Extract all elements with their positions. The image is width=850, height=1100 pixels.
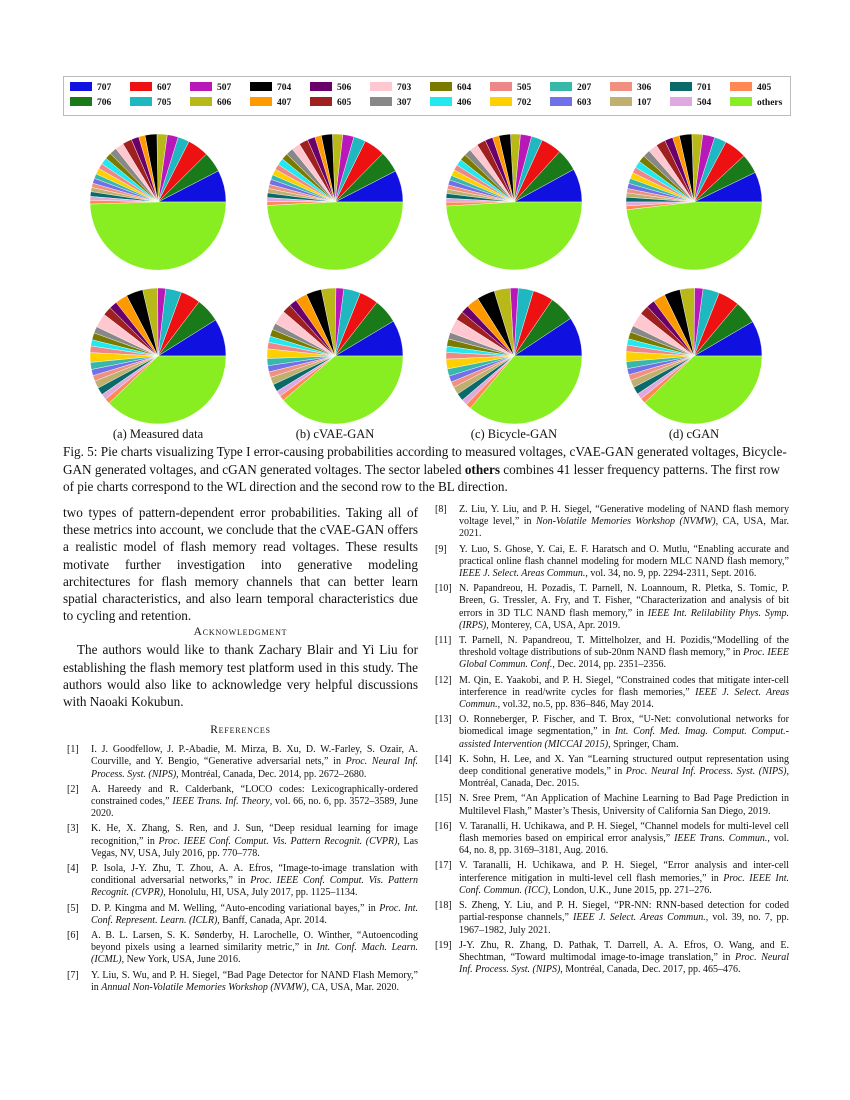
left-column [63,504,418,997]
pie-slice-others [90,202,226,270]
pie-chart-2 [267,134,403,270]
references-heading: References [210,724,271,737]
reference-text: Y. Liu, S. Wu, and P. H. Siegel, “Bad Page Detector for NAND Flash Memory,” in [91,969,418,993]
legend-label: 702 [517,98,532,108]
pie-chart-6 [267,288,403,424]
reference-item [431,675,789,712]
reference-item [63,863,418,900]
legend-label: 405 [757,83,772,93]
reference-number: [10] [435,583,452,595]
reference-details: , Dec. 2014, pp. 2351–2356. [552,659,666,671]
reference-details: , Honolulu, HI, USA, July 2017, pp. 1125–1134. [163,887,358,899]
legend-label: 406 [457,98,472,108]
pie-chart-7 [446,288,582,424]
reference-item [431,544,789,581]
reference-item [63,744,418,781]
legend-label: 706 [97,98,112,108]
reference-item [63,930,418,967]
legend-label: 306 [637,83,652,93]
reference-venue: IEEE Trans. Commun. [674,833,768,845]
reference-details: , London, U.K., June 2015, pp. 271–276. [547,884,712,896]
body-paragraph: two types of pattern-dependent error probabilities. Taking all of these metrics into account, we conclude that the cVAE-GAN offers a realistic model of flash memory read voltages. These results motivate further investigation into generative modeling architectures for flash memory channels that can better learn spatial characteristics, and also learn temporal characteristics due to cycling and retention. [63,505,418,624]
reference-number: [1] [67,744,79,756]
reference-details: , Springer, Cham. [608,738,679,750]
caption-text: Fig. 5: Pie charts visualizing Type I error-causing probabilities according to measured voltages, cVAE-GAN generated voltages, Bicycle-GAN generated voltages, and cGAN generated voltages. The sector labeled [63,444,787,477]
reference-text: N. Sree Prem, “An Application of Machine Learning to Bad Page Prediction in Multilevel Flash,” Master’s Thesis, University of California San Diego, 2019. [459,793,789,817]
reference-details: , CA, USA, Mar. 2021. [459,516,789,540]
reference-item [63,970,418,994]
reference-number: [17] [435,860,452,872]
reference-text: A. Hareedy and R. Calderbank, “LOCO codes: Lexicographically-ordered constrained codes,” [91,783,418,808]
reference-item [431,793,789,817]
reference-text: P. Isola, J-Y. Zhu, T. Zhou, A. A. Efros, “Image-to-image translation with conditional adversarial networks,” in [91,863,418,887]
caption-bold-term: others [464,461,500,477]
legend-label: 107 [637,98,652,108]
reference-details: , Las Vegas, NV, USA, July 2016, pp. 770–778. [91,835,418,859]
references-list-right [431,504,789,976]
reference-venue: IEEE J. Select. Areas Commun. [572,912,706,924]
reference-text: Y. Luo, S. Ghose, Y. Cai, E. F. Haratsch and O. Mutlu, “Enabling accurate and practical online flash channel modeling for modern MLC NAND flash memory,” [459,543,789,567]
legend-label: 607 [157,83,172,93]
figure-caption [63,443,789,496]
reference-venue: Annual Non-Volatile Memories Workshop (NVMW) [101,981,307,993]
legend-label: 705 [157,98,172,108]
reference-item [431,940,789,977]
reference-details: , vol. 34, no. 9, pp. 2294-2311, Sept. 2016. [585,568,757,580]
legend-label: 504 [697,98,712,108]
reference-text: N. Papandreou, H. Pozadis, T. Parnell, N. Loannoum, R. Pletka, S. Tomic, P. Breen, G. Tressler, A. Fry, and T. Fisher, “Characterization and analysis of bit errors in 3D TLC NAND flash memory,” in [459,583,789,619]
reference-number: [6] [67,930,79,942]
reference-item [63,903,418,927]
reference-number: [11] [435,635,452,647]
reference-text: K. Sohn, H. Lee, and X. Yan “Learning structured output representation using deep conditional generative models,” in [459,753,789,778]
legend-label: 407 [277,98,292,108]
reference-venue: IEEE J. Select. Areas Commun. [459,686,789,711]
subcaption-a: (a) Measured data [112,427,204,441]
pie-chart-8 [626,288,762,424]
reference-text: M. Qin, E. Yaakobi, and P. H. Siegel, “Constrained codes that mitigate inter-cell interference in read/write cycles for flash memories,” [459,674,789,698]
reference-item [431,900,789,937]
reference-item [63,823,418,860]
acknowledgment-heading: Acknowledgment [193,626,288,639]
reference-venue: Proc. Neural Inf. Process. Syst. (NIPS) [459,951,789,976]
legend-label: 507 [217,83,232,93]
legend-label: 703 [397,83,412,93]
reference-number: [13] [435,714,452,726]
legend-label: 606 [217,98,232,108]
reference-item [431,635,789,672]
references-list-left [63,744,418,994]
pie-chart-1 [90,134,226,270]
legend-label: 605 [337,98,352,108]
legend-label: 207 [577,83,592,93]
reference-number: [8] [435,504,447,515]
reference-number: [5] [67,902,79,914]
reference-venue: IEEE Trans. Inf. Theory [172,796,270,808]
pie-chart-4 [626,134,762,270]
reference-details: , vol. 39, no. 7, pp. 1967–1982, July 2021. [459,912,789,936]
legend-label: 505 [517,83,532,93]
reference-text: V. Taranalli, H. Uchikawa, and P. H. Siegel, “Error analysis and inter-cell interference mitigation in multi-level cell flash memories,” in [459,860,789,884]
reference-number: [12] [435,674,452,686]
reference-item [431,714,789,751]
reference-venue: Proc. IEEE Conf. Comput. Vis. Pattern Recognit. (CVPR) [158,835,398,847]
reference-details: , vol.32, no.5, pp. 836–846, May 2014. [497,699,654,711]
reference-details: , vol. 64, no. 8, pp. 3169–3181, Aug. 2016. [459,833,790,857]
reference-text: V. Taranalli, H. Uchikawa, and P. H. Siegel, “Channel models for multi-level cell flash memories based on empirical error analysis,” [459,820,789,845]
reference-details: , Monterey, CA, USA, Apr. 2019. [486,619,621,631]
reference-number: [15] [435,793,452,805]
reference-details: , Montréal, Canada, Dec. 2014, pp. 2672–2680. [176,768,367,780]
pie-chart-3 [446,134,582,270]
legend-label: others [757,98,783,108]
reference-venue: Proc. Int. Conf. Represent. Learn. (ICLR) [91,902,418,926]
legend-label: 707 [97,83,112,93]
reference-number: [2] [67,783,79,795]
reference-venue: IEEE J. Select. Areas Commun. [459,568,586,580]
reference-text: S. Zheng, Y. Liu, and P. H. Siegel, “PR-NN: RNN-based detection for coded partial-response channels,” [459,900,789,924]
reference-text: K. He, X. Zhang, S. Ren, and J. Sun, “Deep residual learning for image recognition,” in [91,823,418,847]
reference-number: [9] [435,543,447,555]
pie-slice-others [626,202,762,270]
reference-venue: IEEE Int. Relilability Phys. Symp. (IRPS) [459,607,789,631]
reference-text: J-Y. Zhu, R. Zhang, D. Pathak, T. Darrell, A. A. Efros, O. Wang, and E. Shechtman, “Toward multimodal image-to-image translation,” in [459,939,789,963]
reference-venue: Non-Volatile Memories Workshop (NVMW) [535,516,716,528]
reference-details: , Montréal, Canada, Dec. 2015. [459,766,789,790]
reference-text: I. J. Goodfellow, J. P.-Abadie, M. Mirza, B. Xu, D. W.-Farley, S. Ozair, A. Courville, and Y. Bengio, “Generative adversarial nets,” in [91,744,418,768]
reference-text: A. B. L. Larsen, S. K. Sønderby, H. Larochelle, O. Winther, “Autoencoding beyond pixels using a learned similarity metric,” in [91,930,418,954]
reference-number: [3] [67,823,79,835]
reference-number: [18] [435,900,452,912]
caption-text-end: combines 41 lesser frequency patterns. The first row of pie charts correspond to the WL direction and the second row to the BL direction. [63,461,780,494]
legend-label: 506 [337,83,352,93]
reference-venue: Int. Conf. Med. Imag. Comput. Comput.-assisted Intervention (MICCAI 2015) [459,726,789,750]
reference-item [431,821,789,858]
reference-item [63,784,418,821]
reference-details: , CA, USA, Mar. 2020. [306,981,399,993]
reference-number: [16] [435,820,452,832]
subcaption-b: (b) cVAE-GAN [295,427,375,441]
reference-item [431,504,789,541]
acknowledgment-text: The authors would like to thank Zachary Blair and Yi Liu for establishing the flash memory test platform used in this study. The authors would also like to acknowledge very helpful discussions with Naoaki Kokubun. [63,642,418,710]
reference-number: [7] [67,969,79,981]
subcaption-c: (c) Bicycle-GAN [470,427,558,441]
pie-slice-others [446,202,582,270]
legend-label: 603 [577,98,592,108]
reference-venue: Proc. Neural Inf. Process. Syst. (NIPS) [91,756,418,780]
reference-details: , vol. 66, no. 6, pp. 3572–3589, June 2020. [91,796,418,820]
subcaption-d: (d) cGAN [668,427,720,441]
reference-details: , Montréal, Canada, Dec. 2017, pp. 465–476. [560,964,741,976]
reference-details: , New York, USA, June 2016. [121,954,241,966]
reference-venue: Proc. IEEE Global Commun. Conf. [459,647,790,671]
reference-venue: Proc. IEEE Conf. Comput. Vis. Pattern Recognit. (CVPR) [91,875,418,899]
reference-item [431,754,789,791]
legend-label: 604 [457,83,472,93]
reference-item [431,583,789,632]
reference-number: [14] [435,753,452,765]
reference-number: [19] [435,939,452,951]
pie-slice-others [267,202,403,270]
legend-label: 704 [277,83,292,93]
reference-details: , Banff, Canada, Apr. 2014. [217,914,327,926]
legend-label: 307 [397,98,412,108]
reference-text: T. Parnell, N. Papandreou, T. Mittelholzer, and H. Pozidis,“Modelling of the threshold voltage distributions of sub-20nm NAND flash memory,” in [459,635,789,659]
reference-venue: Int. Conf. Mach. Learn. (ICML) [91,942,419,966]
reference-number: [4] [67,863,79,875]
reference-text: Z. Liu, Y. Liu, and P. H. Siegel, “Generative modeling of NAND flash memory voltage level,” in [459,504,789,528]
reference-text: D. P. Kingma and M. Welling, “Auto-encoding variational bayes,” in [91,902,380,914]
reference-item [431,860,789,897]
right-column [431,504,789,979]
legend-label: 701 [697,83,712,93]
reference-text: O. Ronneberger, P. Fischer, and T. Brox, “U-Net: convolutional networks for biomedical image segmentation,” in [459,714,789,738]
reference-venue: Proc. Neural Inf. Process. Syst. (NIPS) [625,766,787,778]
pie-chart-grid [0,0,850,440]
reference-venue: Proc. IEEE Int. Conf. Commun. (ICC) [459,872,789,896]
pie-chart-5 [90,288,226,424]
